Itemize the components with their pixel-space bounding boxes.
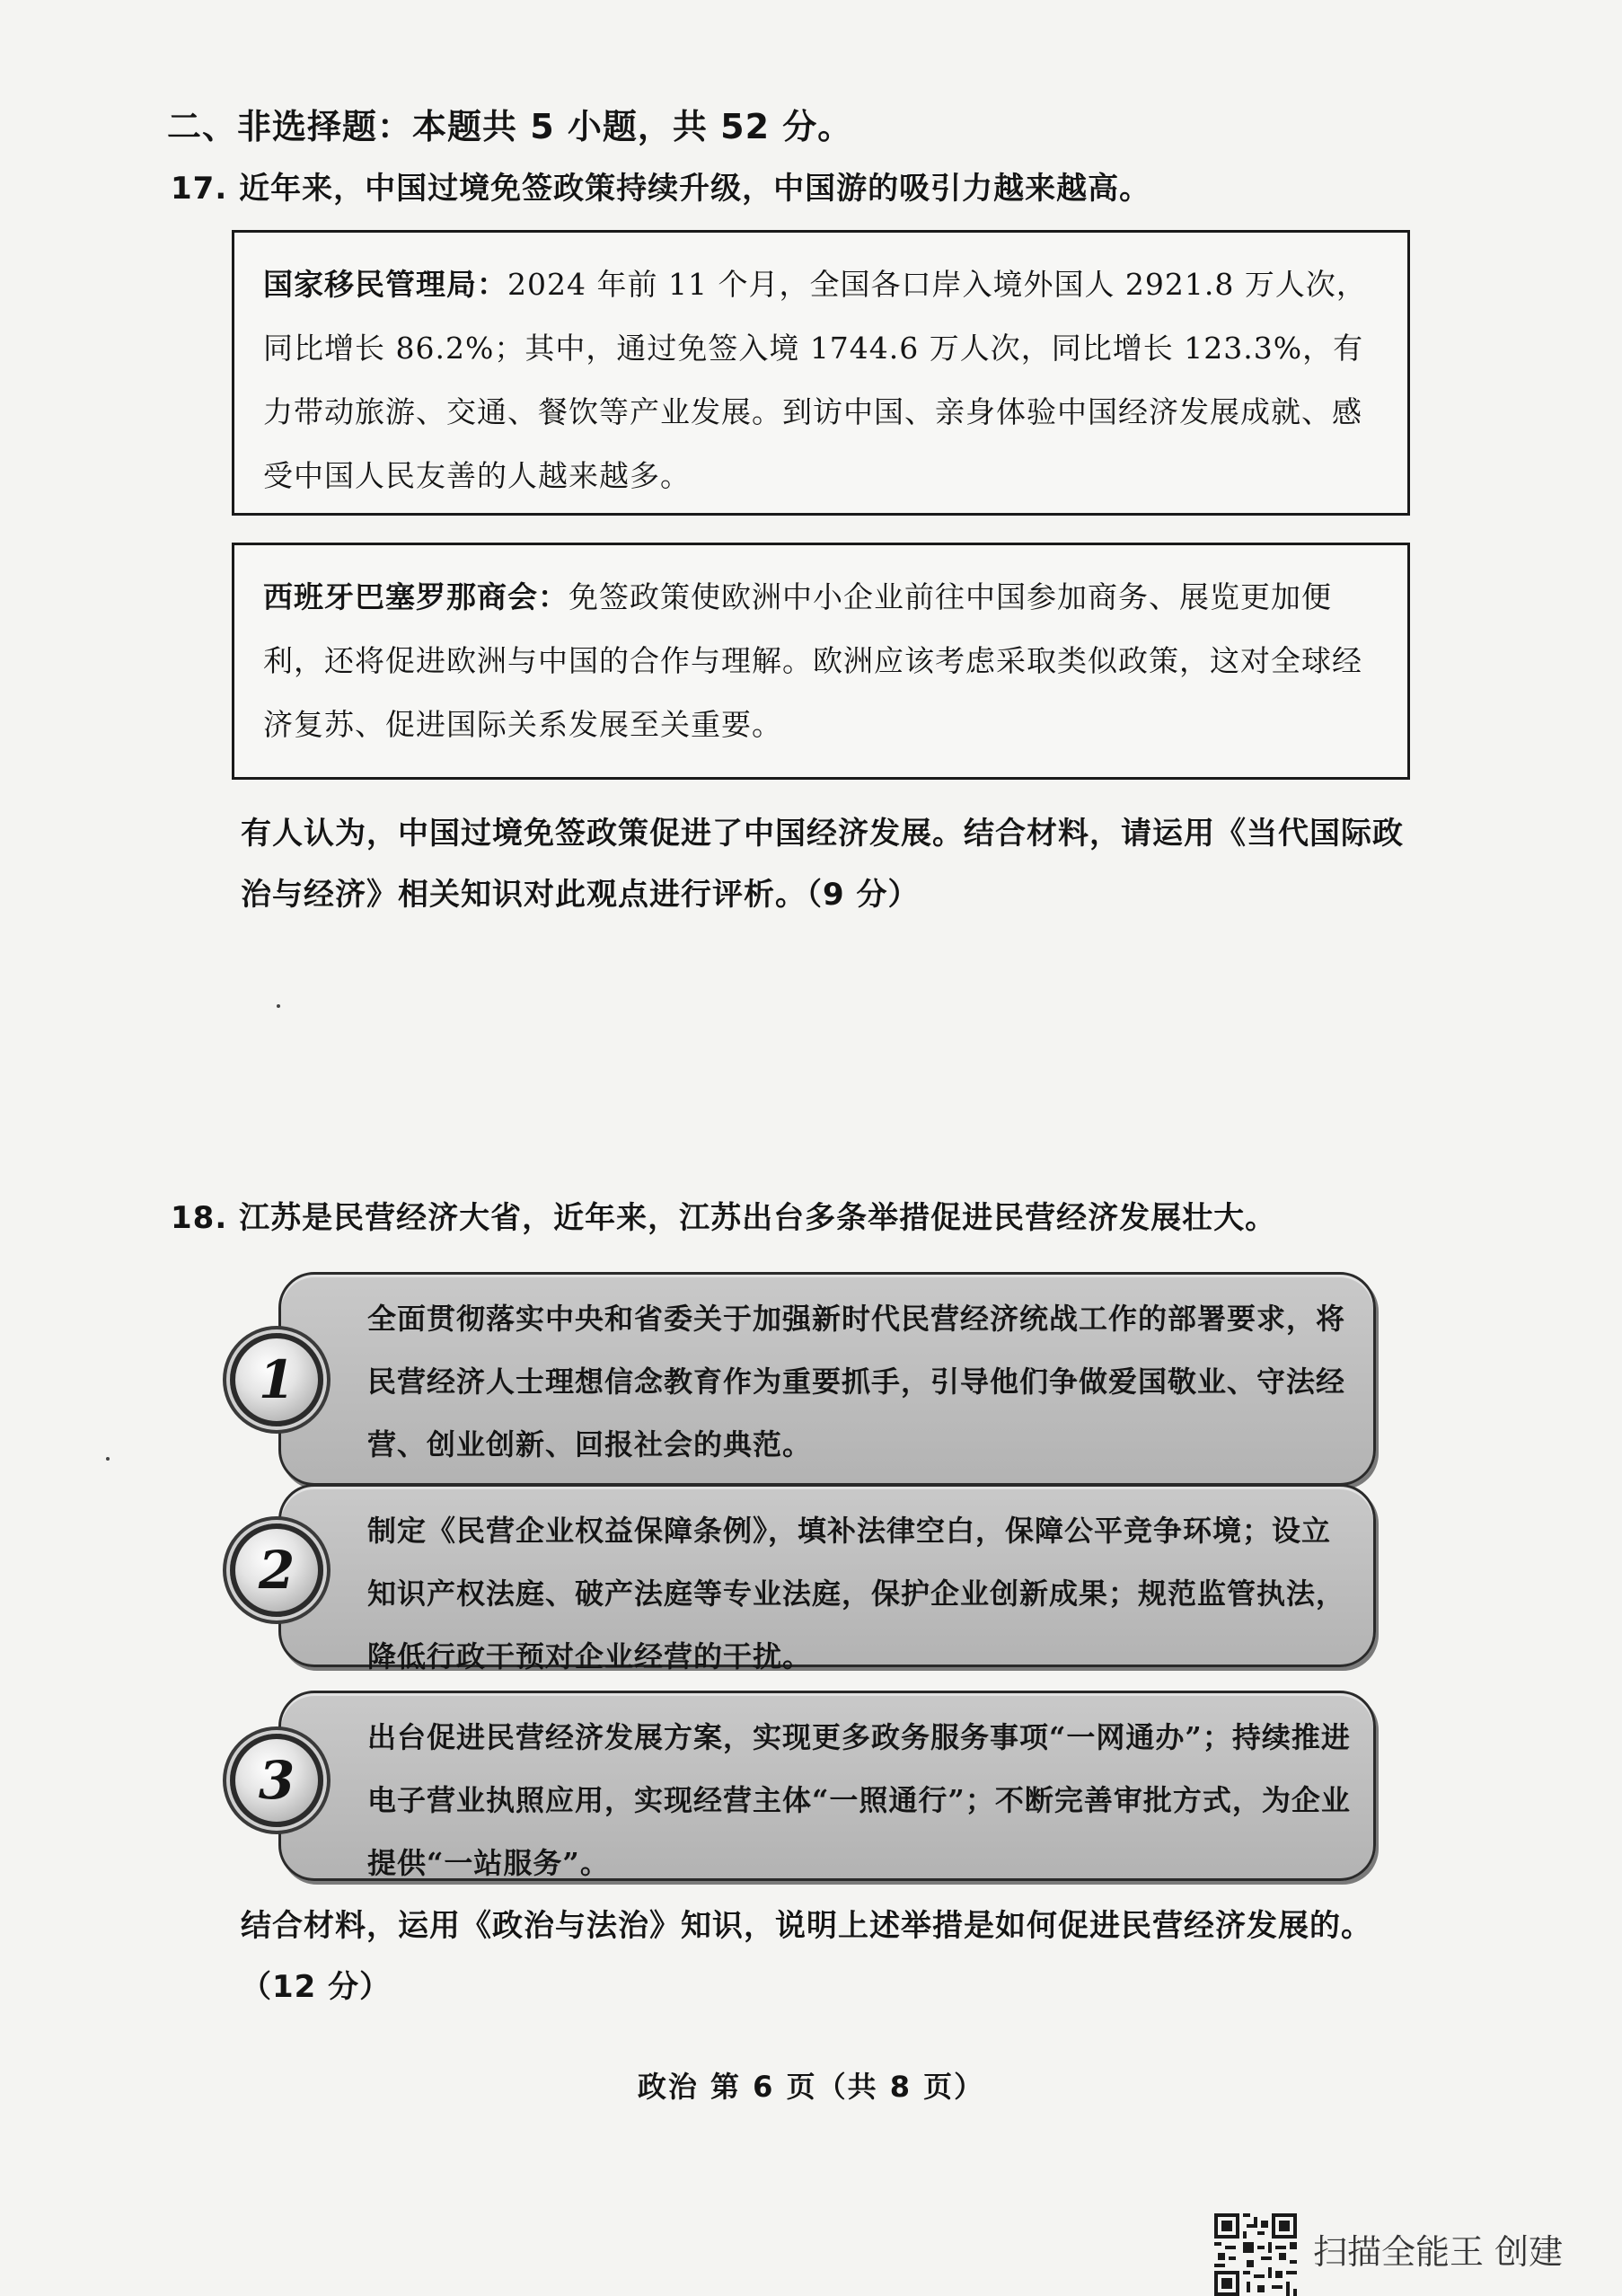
material-source: 西班牙巴塞罗那商会： xyxy=(263,579,569,614)
question-17-stem: 17. 近年来，中国过境免签政策持续升级，中国游的吸引力越来越高。 xyxy=(171,171,1151,207)
number-badge-2: 2 xyxy=(230,1523,323,1617)
measure-card-3 xyxy=(278,1691,1376,1881)
material-box-immigration xyxy=(232,230,1410,516)
measure-text: 制定《民营企业权益保障条例》，填补法律空白，保障公平竞争环境；设立知识产权法庭、破产法庭等专业法庭，保护企业创新成果；规范监管执法，降低行政干预对企业经营的干扰。 xyxy=(367,1514,1346,1673)
material-box-chamber xyxy=(232,543,1410,780)
qr-code-icon xyxy=(1214,2213,1297,2296)
material-text: 免签政策使欧洲中小企业前往中国参加商务、展览更加便利，还将促进欧洲与中国的合作与理解。欧洲应该考虑采取类似政策，这对全球经济复苏、促进国际关系发展至关重要。 xyxy=(263,579,1362,742)
section-title: 二、非选择题：本题共 5 小题，共 52 分。 xyxy=(167,107,853,146)
question-17-prompt: 有人认为，中国过境免签政策促进了中国经济发展。结合材料，请运用《当代国际政治与经济》相关知识对此观点进行评析。（9 分） xyxy=(241,816,1404,913)
question-18-prompt: 结合材料，运用《政治与法治》知识，说明上述举措是如何促进民营经济发展的。（12 分） xyxy=(241,1908,1372,2005)
material-source: 国家移民管理局： xyxy=(263,267,507,302)
measure-card-1 xyxy=(278,1272,1376,1486)
stray-dot xyxy=(106,1457,110,1461)
question-18-stem: 18. 江苏是民营经济大省，近年来，江苏出台多条举措促进民营经济发展壮大。 xyxy=(171,1200,1277,1236)
measure-text: 出台促进民营经济发展方案，实现更多政务服务事项“一网通办”；持续推进电子营业执照应用，实现经营主体“一照通行”；不断完善审批方式，为企业提供“一站服务”。 xyxy=(367,1720,1351,1880)
measure-card-2 xyxy=(278,1484,1376,1673)
measure-text: 全面贯彻落实中央和省委关于加强新时代民营经济统战工作的部署要求，将民营经济人士理想信念教育作为重要抓手，引导他们争做爱国敬业、守法经营、创业创新、回报社会的典范。 xyxy=(367,1302,1346,1461)
number-badge-1: 1 xyxy=(230,1333,323,1426)
page-footer: 政治 第 6 页（共 8 页） xyxy=(637,2070,985,2104)
scanner-watermark: 扫描全能王 创建 xyxy=(1313,2232,1564,2272)
material-text: 2024 年前 11 个月，全国各口岸入境外国人 2921.8 万人次，同比增长 86.2%；其中，通过免签入境 1744.6 万人次，同比增长 123.3%，有力带动旅游、交通、餐饮等产业发展。到访中国、亲身体验中国经济发展成就、感受中国人民友善的人越来越多。 xyxy=(263,267,1367,493)
stray-dot xyxy=(277,1004,280,1008)
number-badge-3: 3 xyxy=(230,1734,323,1827)
